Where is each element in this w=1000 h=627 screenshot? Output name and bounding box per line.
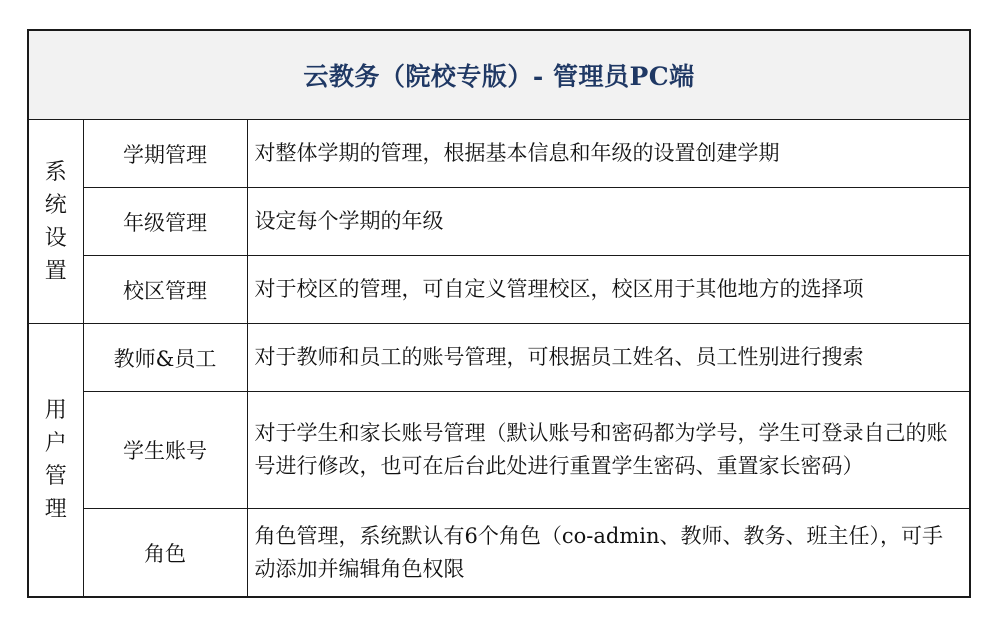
- table-row: [29, 509, 969, 597]
- function-name: 学期管理: [83, 120, 247, 188]
- table-row: [29, 188, 969, 256]
- function-name: 校区管理: [83, 256, 247, 324]
- table-row: [29, 392, 969, 509]
- table-row: [29, 324, 969, 392]
- table-row: [29, 120, 969, 188]
- group-label-char: 用: [44, 398, 67, 423]
- function-name: 学生账号: [83, 392, 247, 509]
- group-label-char: 管: [44, 464, 67, 489]
- function-description: 对于学生和家长账号管理（默认账号和密码都为学号，学生可登录自己的账号进行修改，也可在后台此处进行重置学生密码、重置家长密码）: [247, 392, 969, 509]
- group-label-char: 统: [44, 192, 67, 218]
- feature-table-frame: [27, 29, 971, 598]
- feature-table: [29, 31, 969, 597]
- function-name: 教师&员工: [83, 324, 247, 392]
- group-label-user-management: [29, 324, 83, 597]
- group-label-char: 户: [44, 431, 67, 456]
- group-label-char: 系: [44, 159, 67, 185]
- function-name: 角色: [83, 509, 247, 597]
- function-description: 设定每个学期的年级: [247, 188, 969, 256]
- group-label-char: 设: [44, 225, 67, 251]
- function-description: 对于教师和员工的账号管理，可根据员工姓名、员工性别进行搜索: [247, 324, 969, 392]
- table-row: [29, 256, 969, 324]
- group-label-char: 置: [44, 258, 67, 284]
- table-title: 云教务（院校专版）- 管理员PC端: [29, 31, 969, 120]
- group-label-system-settings: [29, 120, 83, 324]
- function-description: 对于校区的管理，可自定义管理校区，校区用于其他地方的选择项: [247, 256, 969, 324]
- title-row: [29, 31, 969, 120]
- group-label-char: 理: [44, 497, 67, 522]
- function-description: 角色管理，系统默认有6个角色（co-admin、教师、教务、班主任），可手动添加并编辑角色权限: [247, 509, 969, 597]
- function-name: 年级管理: [83, 188, 247, 256]
- function-description: 对整体学期的管理，根据基本信息和年级的设置创建学期: [247, 120, 969, 188]
